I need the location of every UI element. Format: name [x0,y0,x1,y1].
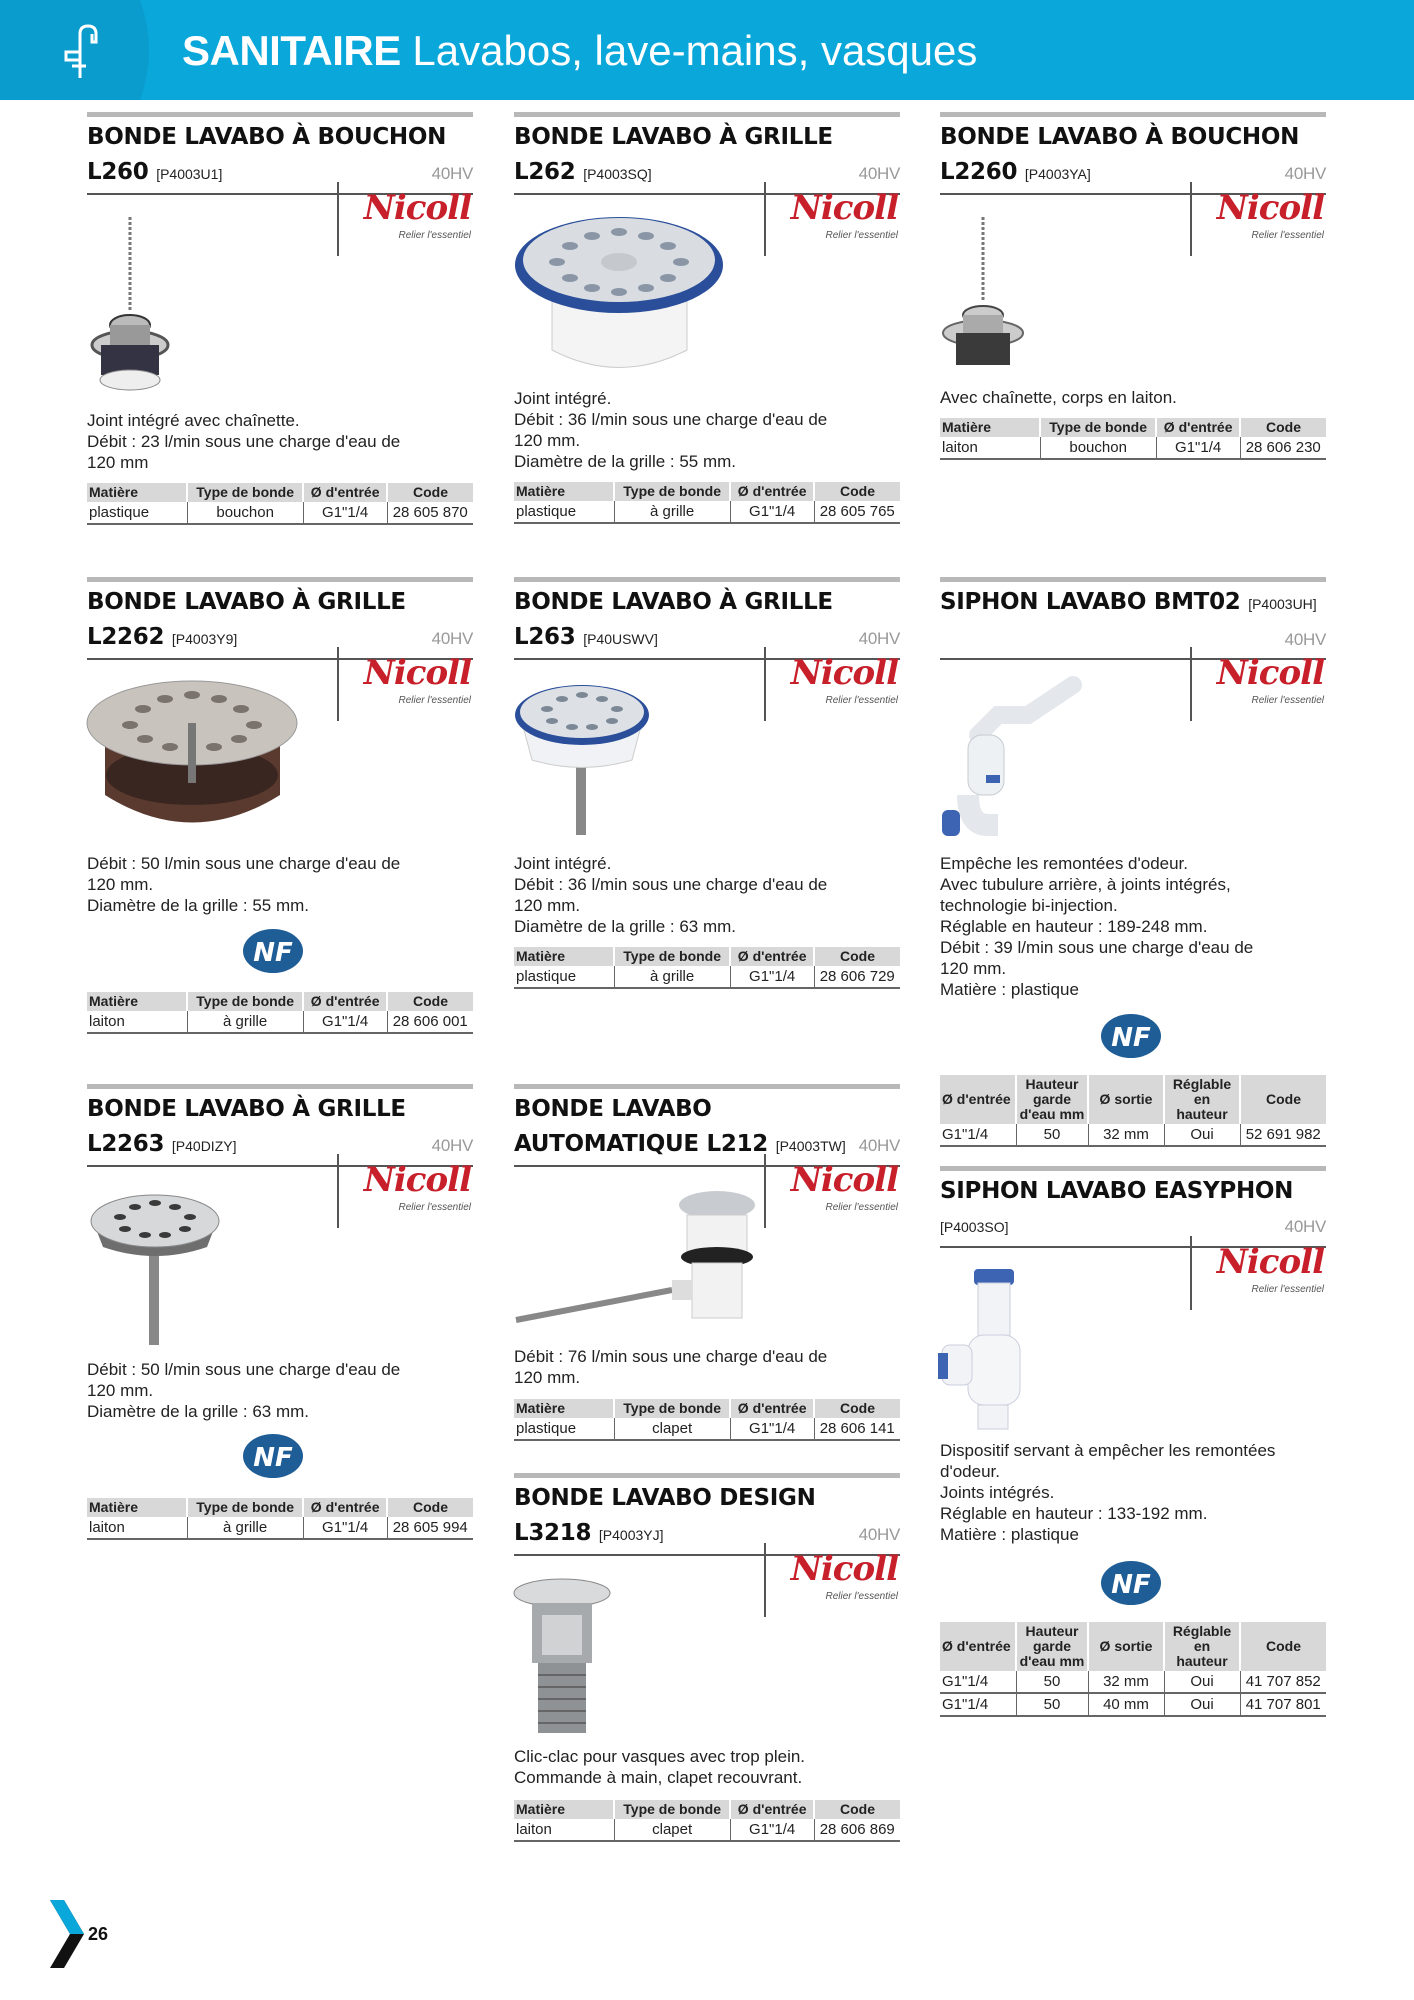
product-title: BONDE LAVABO À GRILLE [514,124,833,150]
product-hv: 40HV [858,1525,900,1544]
product-model: L2262 [87,624,165,650]
nicoll-logo: Nicoll Relier l'essentiel [1190,647,1326,721]
product-ref: [P4003TW] [775,1138,846,1154]
product-title: BONDE LAVABO À GRILLE [87,589,406,615]
svg-text:NF: NF [1111,1023,1151,1053]
table-row: G1"1/4 50 40 mm Oui 41 707 801 [940,1693,1326,1716]
svg-text:NF: NF [253,1443,293,1473]
product-image-bonde-grille-bleue [512,210,727,375]
product-ref: [P4003Y9] [171,631,238,647]
product-image-bonde-automatique [512,1185,762,1335]
nicoll-logo: Nicoll Relier l'essentiel [764,1543,900,1617]
product-card-l263 [514,577,900,706]
product-hv: 40HV [1284,1217,1326,1236]
product-card-l3218 [514,1473,900,1602]
product-image-bonde-design-clic-clac [512,1575,622,1740]
table-row: laiton bouchon G1"1/4 28 606 230 [940,437,1326,459]
nicoll-logo: Nicoll Relier l'essentiel [1190,1236,1326,1310]
product-image-bonde-grille-inox-tige [85,1185,225,1350]
table-row: G1"1/4 50 32 mm Oui 41 707 852 [940,1671,1326,1693]
nf-certification-icon [240,1428,306,1480]
product-description: Clic-clac pour vasques avec trop plein. Commande à main, clapet recouvrant. [514,1747,806,1787]
product-image-bonde-grille-tige [512,675,652,845]
product-description: Joint intégré. Débit : 36 l/min sous une charge d'eau de 120 mm. Diamètre de la grille : 63 mm. [514,854,828,936]
spec-table-l262: Matière Type de bonde Ø d'entrée Code plastique à grille G1"1/4 28 605 765 [514,482,900,524]
product-title: BONDE LAVABO DESIGN [514,1485,816,1511]
product-hv: 40HV [858,1136,900,1155]
product-image-bonde-grille-laiton [85,675,300,845]
table-row: plastique à grille G1"1/4 28 605 765 [514,501,900,523]
product-description: Débit : 50 l/min sous une charge d'eau de 120 mm. Diamètre de la grille : 55 mm. [87,854,401,915]
category-subtitle: Lavabos, lave-mains, vasques [412,27,978,74]
table-row: plastique à grille G1"1/4 28 606 729 [514,966,900,988]
product-description: Débit : 50 l/min sous une charge d'eau de 120 mm. Diamètre de la grille : 63 mm. [87,1360,401,1421]
product-title-line2: AUTOMATIQUE L212 [514,1131,768,1157]
product-description: Débit : 76 l/min sous une charge d'eau de 120 mm. [514,1347,828,1387]
table-row: laiton clapet G1"1/4 28 606 869 [514,1819,900,1841]
faucet-icon [58,22,114,82]
page-number: 26 [88,1924,109,1944]
product-model: L2260 [940,159,1018,185]
nf-certification-icon [240,923,306,975]
product-description: Dispositif servant à empêcher les remontées d'odeur. Joints intégrés. Réglable en hauteur : 133-192 mm. Matière : plastique [940,1441,1276,1544]
category-label: SANITAIRE [182,27,401,74]
spec-table-l260: Matière Type de bonde Ø d'entrée Code plastique bouchon G1"1/4 28 605 870 [87,483,473,525]
nf-certification-icon [1098,1010,1164,1062]
product-description: Avec chaînette, corps en laiton. [940,388,1177,407]
product-description: Joint intégré avec chaînette. Débit : 23 l/min sous une charge d'eau de 120 mm [87,411,401,472]
spec-table-l2263: Matière Type de bonde Ø d'entrée Code laiton à grille G1"1/4 28 605 994 [87,1498,473,1540]
product-model: L260 [87,159,149,185]
spec-table-l212: Matière Type de bonde Ø d'entrée Code plastique clapet G1"1/4 28 606 141 [514,1399,900,1441]
svg-text:NF: NF [253,938,293,968]
spec-table-l263: Matière Type de bonde Ø d'entrée Code plastique à grille G1"1/4 28 606 729 [514,947,900,989]
product-model: L2263 [87,1131,165,1157]
nicoll-logo: Nicoll Relier l'essentiel [764,1154,900,1228]
product-card-l2263 [87,1084,473,1213]
product-ref: [P4003SO] [940,1219,1009,1235]
product-model: L262 [514,159,576,185]
product-image-bonde-bouchon-laiton [938,215,1028,380]
product-hv: 40HV [431,1136,473,1155]
table-row: laiton à grille G1"1/4 28 606 001 [87,1011,473,1033]
product-title: BONDE LAVABO À GRILLE [514,589,833,615]
product-title: BONDE LAVABO À BOUCHON [87,124,447,150]
spec-table-l3218: Matière Type de bonde Ø d'entrée Code laiton clapet G1"1/4 28 606 869 [514,1800,900,1842]
product-card-l262 [514,112,900,241]
product-card-l260 [87,112,473,241]
product-ref: [P40DIZY] [171,1138,237,1154]
product-title: SIPHON LAVABO EASYPHON [940,1178,1294,1204]
product-ref: [P4003UH] [1248,596,1317,612]
product-ref: [P4003YA] [1024,166,1091,182]
product-image-bonde-bouchon-chainette [85,215,175,400]
product-hv: 40HV [431,164,473,183]
product-hv: 40HV [1284,630,1326,649]
page-header-banner [0,0,1414,100]
product-title: BONDE LAVABO [514,1096,712,1122]
product-model: L263 [514,624,576,650]
product-title: SIPHON LAVABO BMT02 [940,589,1241,615]
nicoll-logo: Nicoll Relier l'essentiel [337,182,473,256]
table-row: laiton à grille G1"1/4 28 605 994 [87,1517,473,1539]
product-hv: 40HV [431,629,473,648]
product-card-l212 [514,1084,900,1213]
product-hv: 40HV [1284,164,1326,183]
nicoll-logo: Nicoll Relier l'essentiel [1190,182,1326,256]
product-ref: [P40USWV] [583,631,658,647]
nicoll-logo: Nicoll Relier l'essentiel [337,647,473,721]
table-row: plastique bouchon G1"1/4 28 605 870 [87,502,473,524]
nicoll-logo: Nicoll Relier l'essentiel [337,1154,473,1228]
spec-table-l2260: Matière Type de bonde Ø d'entrée Code laiton bouchon G1"1/4 28 606 230 [940,418,1326,460]
product-title: BONDE LAVABO À GRILLE [87,1096,406,1122]
product-model: L3218 [514,1520,592,1546]
product-card-l2262 [87,577,473,706]
product-description: Joint intégré. Débit : 36 l/min sous une charge d'eau de 120 mm. Diamètre de la grille : 55 mm. [514,389,828,471]
product-title: BONDE LAVABO À BOUCHON [940,124,1300,150]
nf-certification-icon [1098,1555,1164,1607]
spec-table-siphon-easyphon: Ø d'entrée Hauteur garde d'eau mm Ø sortie Réglable en hauteur Code G1"1/4 50 32 mm Oui 41 707 852 G1"1/4 50 40 mm Oui 41 707 801 [940,1622,1326,1717]
spec-table-l2262: Matière Type de bonde Ø d'entrée Code laiton à grille G1"1/4 28 606 001 [87,992,473,1034]
product-hv: 40HV [858,629,900,648]
svg-text:NF: NF [1111,1570,1151,1600]
product-ref: [P4003U1] [156,166,223,182]
spec-table-siphon-bmt02: Ø d'entrée Hauteur garde d'eau mm Ø sortie Réglable en hauteur Code G1"1/4 50 32 mm Oui 52 691 982 [940,1075,1326,1147]
product-image-siphon-easyphon [938,1265,1048,1435]
product-card-siphon-easyphon [940,1166,1326,1295]
product-hv: 40HV [858,164,900,183]
table-row: plastique clapet G1"1/4 28 606 141 [514,1418,900,1440]
table-row: G1"1/4 50 32 mm Oui 52 691 982 [940,1124,1326,1146]
product-card-l2260 [940,112,1326,241]
nicoll-logo: Nicoll Relier l'essentiel [764,182,900,256]
chevron-right-icon [50,1900,84,1968]
product-ref: [P4003YJ] [598,1527,664,1543]
product-ref: [P4003SQ] [583,166,652,182]
product-description: Empêche les remontées d'odeur. Avec tubulure arrière, à joints intégrés, technologie bi-injection. Réglable en hauteur : 189-248 mm. Débit : 39 l/min sous une charge d'eau de 120 mm. Matière : plastique [940,854,1254,999]
nicoll-logo: Nicoll Relier l'essentiel [764,647,900,721]
product-image-siphon-bmt02 [938,675,1088,845]
page-title [182,26,977,76]
product-card-siphon-bmt02 [940,577,1326,706]
